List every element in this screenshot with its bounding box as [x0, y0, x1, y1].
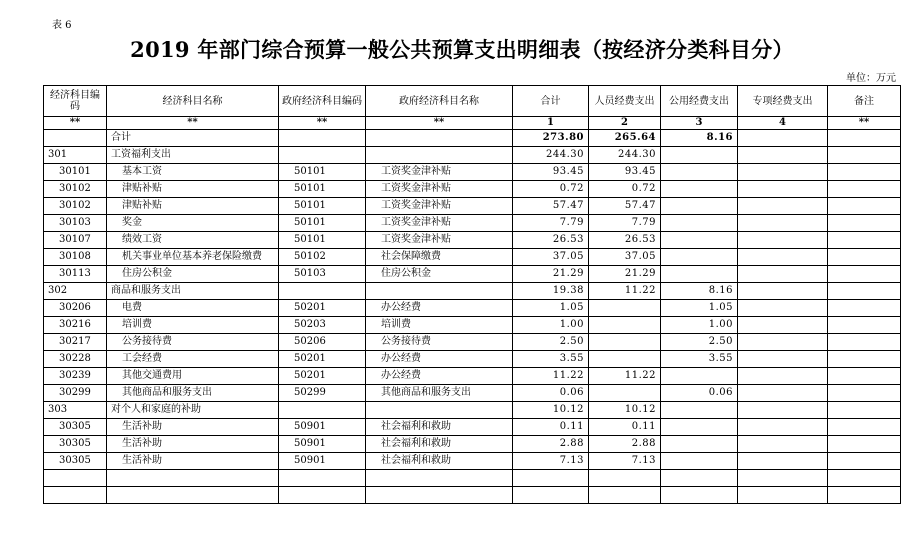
gov-name-cell: 培训费: [366, 317, 513, 334]
table-row: [44, 317, 901, 334]
table-row: [44, 334, 901, 351]
public-cell: [661, 470, 738, 487]
total-cell: 93.45: [513, 164, 589, 181]
gov-code-cell: [279, 130, 366, 147]
personnel-cell: 10.12: [589, 402, 661, 419]
economic-code-cell: 30206: [44, 300, 107, 317]
note-cell: [828, 130, 901, 147]
table-row: [44, 198, 901, 215]
personnel-cell: [589, 487, 661, 504]
gov-code-cell: [279, 283, 366, 300]
special-cell: [738, 385, 828, 402]
total-cell: 244.30: [513, 147, 589, 164]
public-cell: 8.16: [661, 283, 738, 300]
total-cell: 11.22: [513, 368, 589, 385]
special-cell: [738, 215, 828, 232]
total-cell: 7.79: [513, 215, 589, 232]
table-row: [44, 487, 901, 504]
note-cell: [828, 351, 901, 368]
total-cell: 21.29: [513, 266, 589, 283]
note-cell: [828, 385, 901, 402]
category-row: [44, 147, 901, 164]
special-cell: [738, 487, 828, 504]
table-row: [44, 300, 901, 317]
table-row: [44, 385, 901, 402]
note-cell: [828, 215, 901, 232]
total-cell: 3.55: [513, 351, 589, 368]
public-cell: [661, 266, 738, 283]
total-cell: 57.47: [513, 198, 589, 215]
total-cell: 273.80: [513, 130, 589, 147]
economic-code-cell: 30216: [44, 317, 107, 334]
gov-code-cell: 50103: [279, 266, 366, 283]
public-cell: [661, 249, 738, 266]
personnel-cell: 0.72: [589, 181, 661, 198]
header-cell: 公用经费支出: [661, 86, 738, 117]
economic-code-cell: 30107: [44, 232, 107, 249]
gov-name-cell: [366, 402, 513, 419]
gov-name-cell: 社会福利和救助: [366, 436, 513, 453]
total-cell: 19.38: [513, 283, 589, 300]
gov-name-cell: 社会保障缴费: [366, 249, 513, 266]
special-cell: [738, 419, 828, 436]
personnel-cell: 26.53: [589, 232, 661, 249]
economic-name-cell: 基本工资: [107, 164, 279, 181]
budget-table: [43, 85, 901, 504]
personnel-cell: 2.88: [589, 436, 661, 453]
gov-code-cell: 50201: [279, 300, 366, 317]
gov-code-cell: 50201: [279, 368, 366, 385]
header-cell: 经济科目名称: [107, 86, 279, 117]
economic-name-cell: 生活补助: [107, 419, 279, 436]
table-row: [44, 249, 901, 266]
gov-name-cell: 办公经费: [366, 351, 513, 368]
public-cell: [661, 164, 738, 181]
header-cell: 专项经费支出: [738, 86, 828, 117]
public-cell: [661, 402, 738, 419]
economic-code-cell: [44, 130, 107, 147]
gov-name-cell: 公务接待费: [366, 334, 513, 351]
economic-name-cell: 其他交通费用: [107, 368, 279, 385]
special-cell: [738, 453, 828, 470]
public-cell: [661, 453, 738, 470]
economic-code-cell: 30103: [44, 215, 107, 232]
gov-name-cell: 住房公积金: [366, 266, 513, 283]
header-cell: 政府经济科目编码: [279, 86, 366, 117]
gov-code-cell: [279, 402, 366, 419]
special-cell: [738, 266, 828, 283]
table-row: [44, 215, 901, 232]
economic-name-cell: 商品和服务支出: [107, 283, 279, 300]
total-cell: 1.05: [513, 300, 589, 317]
public-cell: [661, 368, 738, 385]
note-cell: [828, 266, 901, 283]
header-cell: 经济科目编码: [44, 86, 107, 117]
category-row: [44, 283, 901, 300]
index-cell: **: [366, 117, 513, 130]
economic-code-cell: 30102: [44, 198, 107, 215]
note-cell: [828, 232, 901, 249]
note-cell: [828, 402, 901, 419]
gov-name-cell: 工资奖金津补贴: [366, 215, 513, 232]
gov-name-cell: 工资奖金津补贴: [366, 198, 513, 215]
note-cell: [828, 300, 901, 317]
gov-code-cell: 50901: [279, 436, 366, 453]
special-cell: [738, 470, 828, 487]
economic-name-cell: 电费: [107, 300, 279, 317]
economic-name-cell: 生活补助: [107, 436, 279, 453]
header-cell: 合计: [513, 86, 589, 117]
category-row: [44, 402, 901, 419]
gov-code-cell: [279, 470, 366, 487]
special-cell: [738, 130, 828, 147]
special-cell: [738, 436, 828, 453]
gov-code-cell: [279, 147, 366, 164]
gov-code-cell: 50201: [279, 351, 366, 368]
economic-name-cell: [107, 487, 279, 504]
special-cell: [738, 368, 828, 385]
public-cell: 0.06: [661, 385, 738, 402]
personnel-cell: [589, 317, 661, 334]
total-cell: 2.88: [513, 436, 589, 453]
personnel-cell: 7.79: [589, 215, 661, 232]
gov-code-cell: 50203: [279, 317, 366, 334]
page-title: 2019 年部门综合预算一般公共预算支出明细表（按经济分类科目分）: [130, 37, 794, 62]
gov-name-cell: [366, 283, 513, 300]
header-cell: 人员经费支出: [589, 86, 661, 117]
note-cell: [828, 334, 901, 351]
economic-code-cell: 302: [44, 283, 107, 300]
economic-code-cell: [44, 487, 107, 504]
special-cell: [738, 181, 828, 198]
public-cell: [661, 232, 738, 249]
gov-name-cell: 社会福利和救助: [366, 453, 513, 470]
gov-code-cell: 50206: [279, 334, 366, 351]
total-cell: 0.06: [513, 385, 589, 402]
gov-name-cell: 工资奖金津补贴: [366, 181, 513, 198]
economic-name-cell: 机关事业单位基本养老保险缴费: [107, 249, 279, 266]
economic-code-cell: 30101: [44, 164, 107, 181]
table-row: [44, 470, 901, 487]
public-cell: 8.16: [661, 130, 738, 147]
total-row: [44, 130, 901, 147]
note-cell: [828, 453, 901, 470]
gov-name-cell: [366, 470, 513, 487]
public-cell: 3.55: [661, 351, 738, 368]
gov-code-cell: 50101: [279, 232, 366, 249]
economic-name-cell: 对个人和家庭的补助: [107, 402, 279, 419]
special-cell: [738, 232, 828, 249]
header-row: [44, 86, 901, 117]
total-cell: [513, 487, 589, 504]
index-cell: 4: [738, 117, 828, 130]
personnel-cell: 0.11: [589, 419, 661, 436]
economic-code-cell: 30108: [44, 249, 107, 266]
total-cell: [513, 470, 589, 487]
personnel-cell: [589, 351, 661, 368]
special-cell: [738, 402, 828, 419]
special-cell: [738, 351, 828, 368]
public-cell: [661, 487, 738, 504]
economic-name-cell: 工会经费: [107, 351, 279, 368]
total-cell: 0.72: [513, 181, 589, 198]
index-cell: 1: [513, 117, 589, 130]
public-cell: [661, 198, 738, 215]
gov-code-cell: 50101: [279, 181, 366, 198]
economic-code-cell: [44, 470, 107, 487]
economic-name-cell: 合计: [107, 130, 279, 147]
note-cell: [828, 419, 901, 436]
total-cell: 7.13: [513, 453, 589, 470]
public-cell: 2.50: [661, 334, 738, 351]
index-cell: **: [44, 117, 107, 130]
personnel-cell: 11.22: [589, 368, 661, 385]
index-cell: **: [828, 117, 901, 130]
note-cell: [828, 249, 901, 266]
economic-name-cell: 公务接待费: [107, 334, 279, 351]
special-cell: [738, 249, 828, 266]
economic-code-cell: 30305: [44, 436, 107, 453]
economic-code-cell: 301: [44, 147, 107, 164]
economic-name-cell: 其他商品和服务支出: [107, 385, 279, 402]
economic-code-cell: 30239: [44, 368, 107, 385]
table-row: [44, 181, 901, 198]
gov-name-cell: [366, 147, 513, 164]
special-cell: [738, 317, 828, 334]
personnel-cell: [589, 334, 661, 351]
special-cell: [738, 334, 828, 351]
economic-name-cell: 生活补助: [107, 453, 279, 470]
note-cell: [828, 198, 901, 215]
index-cell: 2: [589, 117, 661, 130]
economic-code-cell: 30305: [44, 453, 107, 470]
total-cell: 26.53: [513, 232, 589, 249]
unit-label: 单位：万元: [846, 73, 896, 84]
gov-code-cell: 50101: [279, 215, 366, 232]
index-cell: **: [107, 117, 279, 130]
table-row: [44, 453, 901, 470]
gov-name-cell: 工资奖金津补贴: [366, 232, 513, 249]
gov-code-cell: 50101: [279, 164, 366, 181]
table-row: [44, 164, 901, 181]
table-row: [44, 419, 901, 436]
public-cell: [661, 419, 738, 436]
gov-name-cell: 社会福利和救助: [366, 419, 513, 436]
economic-code-cell: 30102: [44, 181, 107, 198]
note-cell: [828, 436, 901, 453]
note-cell: [828, 181, 901, 198]
public-cell: [661, 147, 738, 164]
public-cell: [661, 215, 738, 232]
economic-name-cell: 住房公积金: [107, 266, 279, 283]
public-cell: 1.05: [661, 300, 738, 317]
table-row: [44, 368, 901, 385]
economic-name-cell: 津贴补贴: [107, 198, 279, 215]
personnel-cell: 265.64: [589, 130, 661, 147]
note-cell: [828, 487, 901, 504]
gov-code-cell: [279, 487, 366, 504]
index-row: [44, 117, 901, 130]
index-cell: 3: [661, 117, 738, 130]
economic-code-cell: 30113: [44, 266, 107, 283]
table-row: [44, 436, 901, 453]
note-cell: [828, 470, 901, 487]
public-cell: 1.00: [661, 317, 738, 334]
header-cell: 备注: [828, 86, 901, 117]
economic-code-cell: 30217: [44, 334, 107, 351]
personnel-cell: 7.13: [589, 453, 661, 470]
personnel-cell: [589, 300, 661, 317]
gov-name-cell: 工资奖金津补贴: [366, 164, 513, 181]
public-cell: [661, 181, 738, 198]
special-cell: [738, 147, 828, 164]
economic-code-cell: 30299: [44, 385, 107, 402]
special-cell: [738, 283, 828, 300]
personnel-cell: 93.45: [589, 164, 661, 181]
note-cell: [828, 368, 901, 385]
economic-name-cell: 津贴补贴: [107, 181, 279, 198]
header-cell: 政府经济科目名称: [366, 86, 513, 117]
economic-name-cell: 培训费: [107, 317, 279, 334]
economic-code-cell: 303: [44, 402, 107, 419]
gov-name-cell: [366, 487, 513, 504]
economic-code-cell: 30305: [44, 419, 107, 436]
table-row: [44, 232, 901, 249]
gov-code-cell: 50901: [279, 419, 366, 436]
public-cell: [661, 436, 738, 453]
personnel-cell: 57.47: [589, 198, 661, 215]
economic-name-cell: 奖金: [107, 215, 279, 232]
personnel-cell: 11.22: [589, 283, 661, 300]
note-cell: [828, 283, 901, 300]
personnel-cell: 37.05: [589, 249, 661, 266]
personnel-cell: 244.30: [589, 147, 661, 164]
gov-name-cell: 其他商品和服务支出: [366, 385, 513, 402]
note-cell: [828, 164, 901, 181]
economic-name-cell: 工资福利支出: [107, 147, 279, 164]
gov-code-cell: 50901: [279, 453, 366, 470]
note-cell: [828, 317, 901, 334]
table-row: [44, 266, 901, 283]
sheet-number: 表 6: [52, 20, 72, 31]
table-row: [44, 351, 901, 368]
special-cell: [738, 164, 828, 181]
economic-code-cell: 30228: [44, 351, 107, 368]
total-cell: 10.12: [513, 402, 589, 419]
economic-name-cell: [107, 470, 279, 487]
total-cell: 2.50: [513, 334, 589, 351]
gov-code-cell: 50299: [279, 385, 366, 402]
special-cell: [738, 198, 828, 215]
gov-name-cell: [366, 130, 513, 147]
personnel-cell: 21.29: [589, 266, 661, 283]
personnel-cell: [589, 470, 661, 487]
personnel-cell: [589, 385, 661, 402]
total-cell: 1.00: [513, 317, 589, 334]
note-cell: [828, 147, 901, 164]
special-cell: [738, 300, 828, 317]
total-cell: 37.05: [513, 249, 589, 266]
gov-code-cell: 50101: [279, 198, 366, 215]
gov-name-cell: 办公经费: [366, 300, 513, 317]
gov-name-cell: 办公经费: [366, 368, 513, 385]
gov-code-cell: 50102: [279, 249, 366, 266]
total-cell: 0.11: [513, 419, 589, 436]
economic-name-cell: 绩效工资: [107, 232, 279, 249]
index-cell: **: [279, 117, 366, 130]
